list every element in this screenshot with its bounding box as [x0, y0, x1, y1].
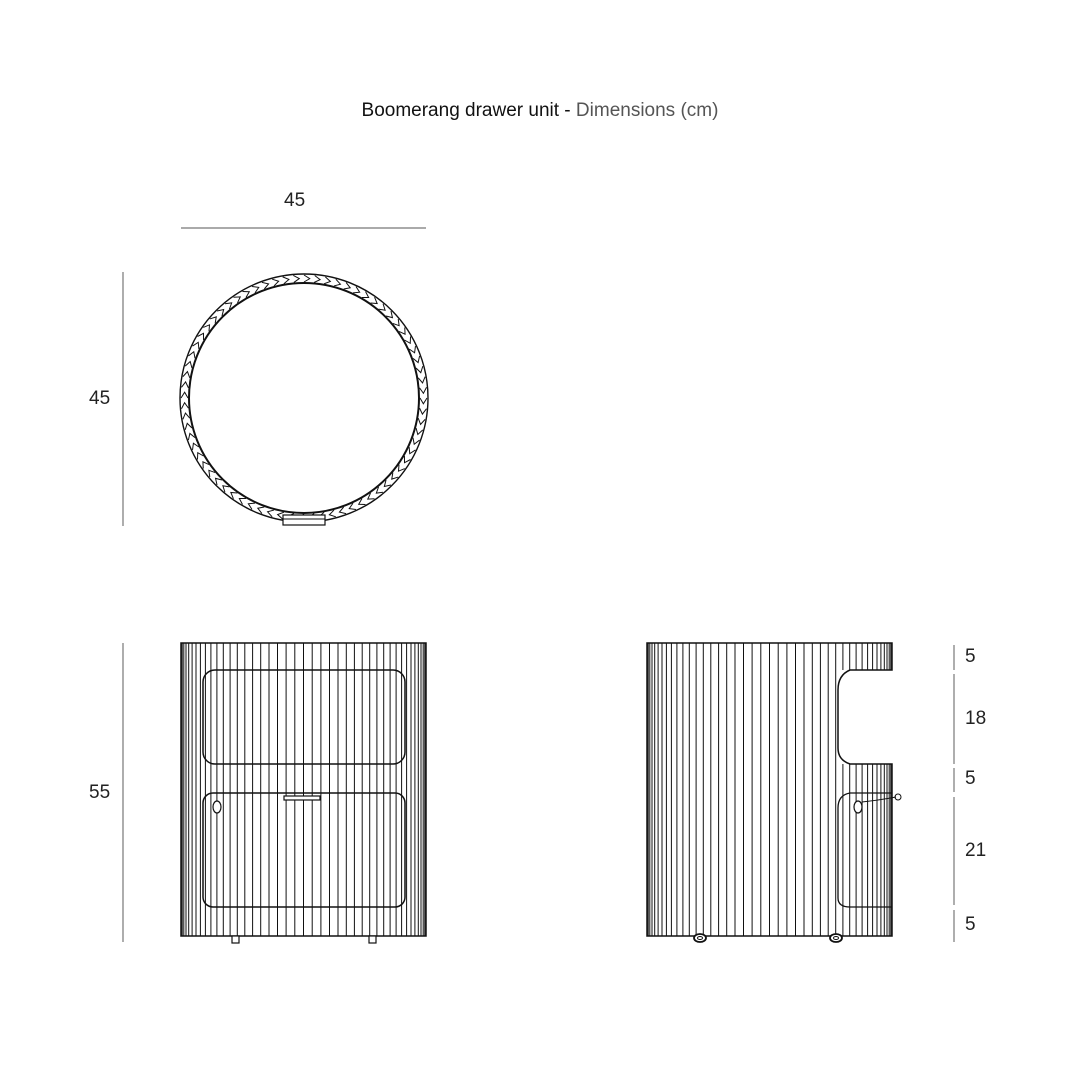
- front-foot-right: [369, 936, 376, 943]
- chevron-mark: [379, 304, 386, 310]
- chevron-mark: [210, 317, 216, 324]
- side-caster-right: [830, 934, 842, 942]
- chevron-mark: [258, 507, 265, 514]
- dim-label-front-height: 55: [89, 782, 111, 803]
- top-view: [180, 274, 428, 525]
- chevron-mark: [272, 279, 278, 286]
- front-lock-hole: [213, 801, 221, 813]
- dim-label-side-middle-band: 5: [965, 768, 976, 789]
- chevron-mark: [193, 342, 199, 349]
- chevron-mark: [416, 366, 423, 372]
- chevron-mark: [183, 413, 190, 419]
- dim-label-top-depth: 45: [89, 388, 111, 409]
- dim-label-side-drawer: 21: [965, 840, 987, 861]
- chevron-mark: [371, 297, 378, 303]
- chevron-mark: [420, 387, 427, 393]
- chevron-mark: [293, 275, 299, 282]
- chevron-mark: [181, 382, 188, 388]
- top-view-chevron-pattern: [181, 275, 427, 521]
- dim-label-side-base: 5: [965, 914, 976, 935]
- chevron-mark: [217, 310, 224, 316]
- side-lock-hole: [854, 801, 862, 813]
- chevron-mark: [420, 408, 427, 414]
- side-view: [647, 643, 901, 942]
- chevron-mark: [185, 423, 192, 429]
- chevron-mark: [181, 392, 188, 398]
- side-view-ribs: [647, 643, 891, 936]
- title-separator: -: [559, 100, 576, 121]
- dim-label-side-top-edge: 5: [965, 646, 976, 667]
- chevron-mark: [344, 282, 351, 289]
- chevron-mark: [392, 473, 398, 480]
- chevron-mark: [334, 279, 340, 286]
- front-view-ribs: [181, 643, 425, 936]
- title-subtitle: Dimensions (cm): [575, 100, 719, 121]
- chevron-mark: [314, 275, 320, 282]
- chevron-mark: [413, 438, 420, 445]
- front-foot-left: [232, 936, 239, 943]
- chevron-mark: [329, 510, 335, 517]
- title-product-name: Boomerang drawer unit: [361, 100, 560, 121]
- chevron-mark: [418, 377, 425, 383]
- chevron-mark: [216, 478, 222, 485]
- dim-label-top-width: 45: [284, 190, 306, 211]
- chevron-mark: [416, 428, 423, 434]
- front-view: [181, 643, 426, 943]
- chevron-mark: [409, 447, 415, 454]
- front-drawer-handle: [284, 796, 320, 800]
- chevron-mark: [181, 403, 188, 409]
- chevron-mark: [353, 287, 360, 293]
- chevron-mark: [268, 510, 274, 517]
- dim-label-side-open-shelf: 18: [965, 708, 987, 729]
- chevron-mark: [386, 311, 392, 318]
- chevron-mark: [203, 325, 209, 332]
- chevron-mark: [324, 277, 330, 284]
- chevron-mark: [231, 492, 238, 498]
- top-view-inner-ring: [189, 283, 419, 513]
- top-view-handle: [283, 515, 325, 525]
- chevron-mark: [185, 362, 192, 368]
- chevron-mark: [398, 465, 404, 472]
- chevron-mark: [418, 418, 425, 424]
- chevron-mark: [188, 352, 195, 359]
- chevron-mark: [420, 398, 427, 404]
- chevron-mark: [384, 480, 391, 486]
- chevron-mark: [304, 275, 310, 282]
- chevron-mark: [183, 372, 190, 378]
- side-caster-left: [694, 934, 706, 942]
- chevron-mark: [223, 486, 230, 492]
- chevron-mark: [283, 277, 289, 284]
- chevron-mark: [248, 503, 255, 509]
